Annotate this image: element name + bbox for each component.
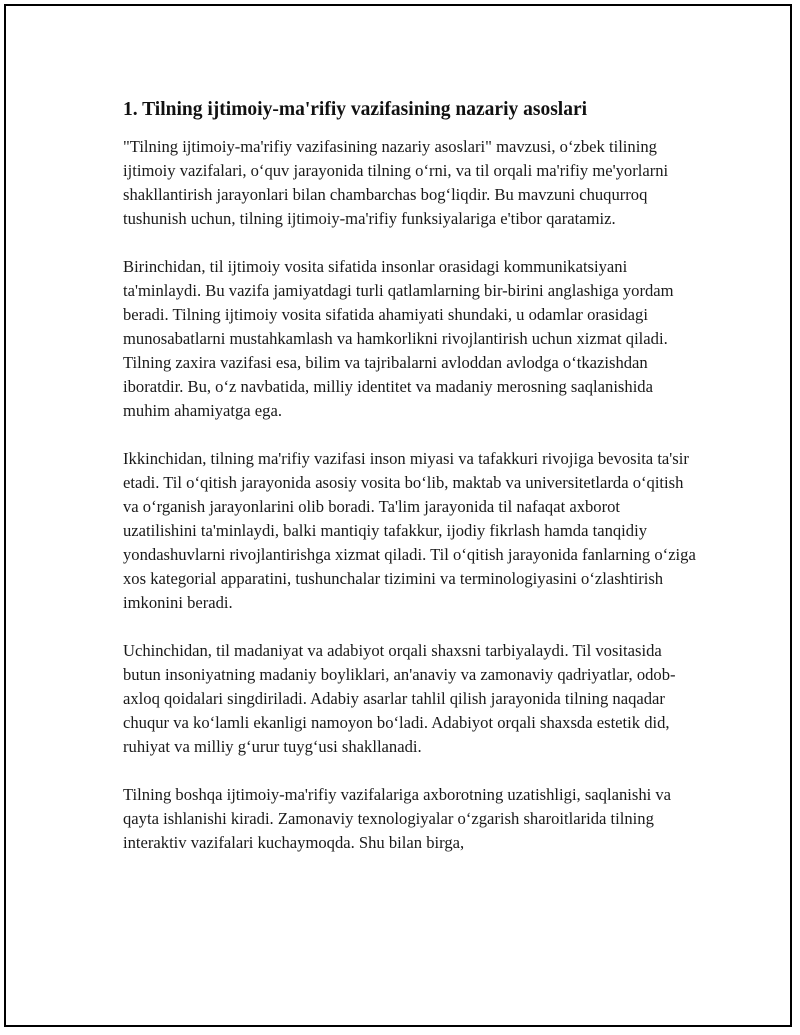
paragraph-intro: "Tilning ijtimoiy-ma'rifiy vazifasining nazariy asoslari" mavzusi, o‘zbek tilining ijtimoiy vazifalari, o‘quv jarayonida tilning o‘rni, va til orqali ma'rifiy me'yorlarni shakllantirish jarayonlari bilan chambarchas bog‘liqdir. Bu mavzuni chuqurroq tushunish uchun, tilning ijtimoiy-ma'rifiy funksiyalariga e'tibor qaratamiz. <box>123 137 669 228</box>
paragraph-third: Uchinchidan, til madaniyat va adabiyot orqali shaxsni tarbiyalaydi. Til vositasida butun insoniyatning madaniy boyliklari, an'anaviy va zamonaviy qadriyatlar, odob-axloq qoidalari singdiriladi. Adabiy asarlar tahlil qilish jarayonida tilning naqadar chuqur va ko‘lamli ekanligi namoyon bo‘ladi. Adabiyot orqali shaxsda estetik did, ruhiyat va milliy g‘urur tuyg‘usi shakllanadi. <box>123 641 676 756</box>
paragraph-second: Ikkinchidan, tilning ma'rifiy vazifasi inson miyasi va tafakkuri rivojiga bevosita ta'sir etadi. Til o‘qitish jarayonida asosiy vosita bo‘lib, maktab va universitetlarda o‘qitish va o‘rganish jarayonlarini olib boradi. Ta'lim jarayonida til nafaqat axborot uzatilishini ta'minlaydi, balki mantiqiy tafakkur, ijodiy fikrlash hamda tanqidiy yondashuvlarni rivojlantirishga xizmat qiladi. Til o‘qitish jarayonida fanlarning o‘ziga xos kategorial apparatini, tushunchalar tizimini va terminologiyasini o‘zlashtirish imkonini beradi. <box>123 449 696 612</box>
paragraph-first: Birinchidan, til ijtimoiy vosita sifatida insonlar orasidagi kommunikatsiyani ta'minlaydi. Bu vazifa jamiyatdagi turli qatlamlarning bir-birini anglashiga yordam beradi. Tilning ijtimoiy vosita sifatida ahamiyati shundaki, u odamlar orasidagi munosabatlarni mustahkamlash va hamkorlikni rivojlantirish uchun xizmat qiladi. Tilning zaxira vazifasi esa, bilim va tajribalarni avloddan avlodga o‘tkazishdan iboratdir. Bu, o‘z navbatida, milliy identitet va madaniy merosning saqlanishida muhim ahamiyatga ega. <box>123 257 674 420</box>
section-heading: 1. Tilning ijtimoiy-ma'rifiy vazifasining nazariy asoslari <box>123 99 588 120</box>
document-body <box>118 98 696 855</box>
page-frame <box>4 4 792 1027</box>
paragraph-other: Tilning boshqa ijtimoiy-ma'rifiy vazifalariga axborotning uzatishligi, saqlanishi va qayta ishlanishi kiradi. Zamonaviy texnologiyalar o‘zgarish sharoitlarida tilning interaktiv vazifalari kuchaymoqda. Shu bilan birga, <box>123 785 672 852</box>
